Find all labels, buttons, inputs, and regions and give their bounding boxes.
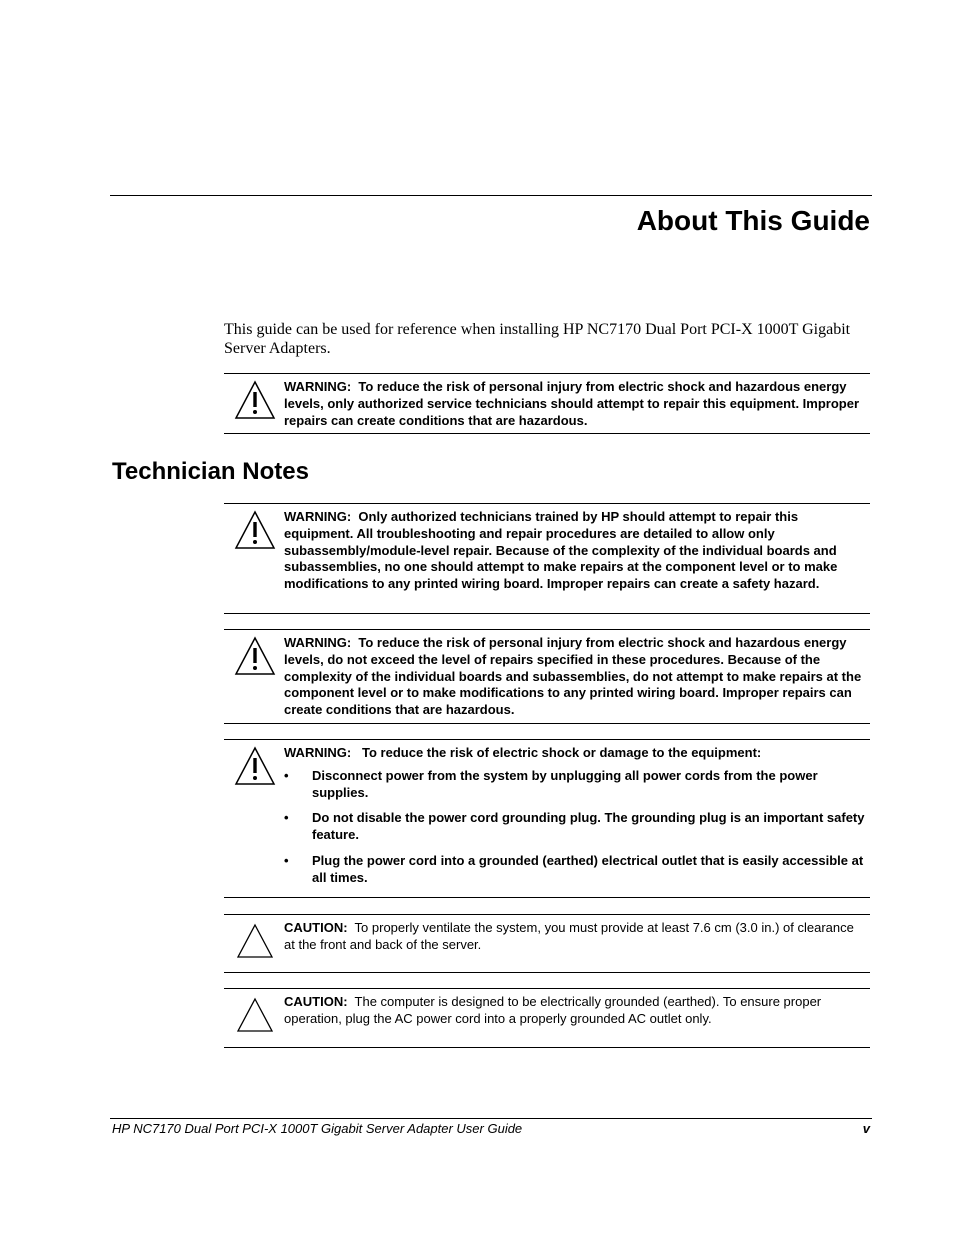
warning-label: WARNING: — [284, 509, 352, 524]
caution-message: The computer is designed to be electrically grounded (earthed). To ensure proper operation, plug the AC power cord into a properly grounded AC outlet only. — [284, 994, 822, 1026]
caution-icon — [234, 995, 276, 1035]
warning-notice — [224, 629, 870, 724]
warning-icon — [234, 746, 276, 786]
list-item — [284, 853, 868, 887]
footer-title: HP NC7170 Dual Port PCI-X 1000T Gigabit Server Adapter User Guide — [112, 1121, 523, 1136]
caution-message: To properly ventilate the system, you must provide at least 7.6 cm (3.0 in.) of clearance at the front and back of the server. — [284, 920, 854, 952]
warning-notice — [224, 373, 870, 434]
warning-text — [284, 509, 868, 593]
warning-label: WARNING: — [284, 635, 352, 650]
intro-paragraph: This guide can be used for reference when installing HP NC7170 Dual Port PCI-X 1000T Gigabit Server Adapters. — [224, 321, 851, 357]
warning-notice — [224, 739, 870, 898]
warning-message: To reduce the risk of personal injury from electric shock and hazardous energy levels, only authorized service technicians should attempt to repair this equipment. Improper repairs can create conditions that are hazardous. — [284, 379, 860, 428]
warning-text — [284, 745, 868, 896]
warning-list — [284, 768, 868, 887]
warning-icon — [234, 636, 276, 676]
list-item-text: Disconnect power from the system by unplugging all power cords from the power supplies. — [312, 767, 818, 800]
bullet: • — [284, 852, 289, 868]
list-item-text: Plug the power cord into a grounded (earthed) electrical outlet that is easily accessible at all times. — [312, 852, 864, 885]
warning-label: WARNING: — [284, 745, 352, 760]
warning-text — [284, 635, 868, 719]
warning-icon — [234, 510, 276, 550]
bullet: • — [284, 810, 289, 826]
page-title: About This Guide — [636, 205, 870, 236]
warning-message: Only authorized technicians trained by HP should attempt to repair this equipment. All troubleshooting and repair procedures are detailed to allow only subassembly/module-level repair. Because of the complexity of the individual boards and subassemblies, no one should attempt to make repairs at the component level or to make modifications to any printed wiring board. Improper repairs can create a safety hazard. — [284, 509, 838, 592]
header-rule — [110, 195, 872, 196]
page-number: v — [862, 1121, 870, 1136]
list-item-text: Do not disable the power cord grounding plug. The grounding plug is an important safety feature. — [312, 810, 865, 843]
footer-rule — [110, 1118, 872, 1119]
warning-label: WARNING: — [284, 379, 352, 394]
caution-notice — [224, 988, 870, 1048]
warning-notice — [224, 503, 870, 614]
warning-message: To reduce the risk of electric shock or damage to the equipment: — [362, 745, 762, 760]
caution-text — [284, 920, 868, 954]
caution-notice — [224, 914, 870, 973]
section-title: Technician Notes — [112, 458, 309, 485]
caution-label: CAUTION: — [284, 920, 348, 935]
list-item — [284, 810, 868, 844]
caution-text — [284, 994, 868, 1028]
caution-icon — [234, 921, 276, 961]
warning-message: To reduce the risk of personal injury from electric shock and hazardous energy levels, do not exceed the level of repairs specified in these procedures. Because of the complexity of the individual boards and subassemblies, do not attempt to make repairs at the component level or to make modifications to any printed wiring board. Improper repairs can create conditions that are hazardous. — [284, 635, 862, 718]
list-item — [284, 768, 868, 802]
caution-label: CAUTION: — [284, 994, 348, 1009]
warning-icon — [234, 380, 276, 420]
bullet: • — [284, 767, 289, 783]
warning-text — [284, 379, 868, 429]
